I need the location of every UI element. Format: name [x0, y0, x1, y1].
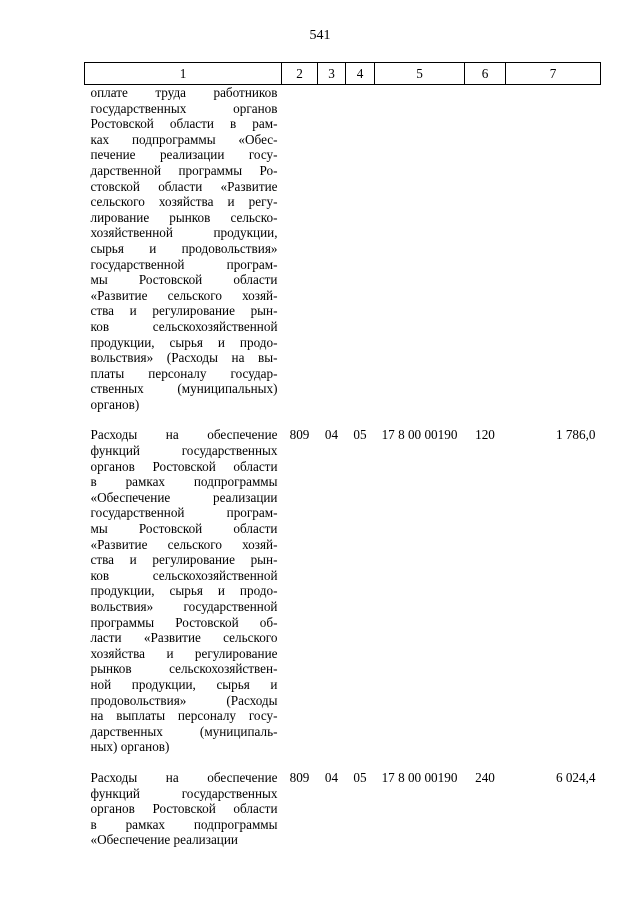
subsection-code: 05: [353, 427, 367, 443]
description-line: вольствия» (Расходы на вы-: [90, 350, 278, 366]
description-line: мы Ростовской области: [90, 521, 278, 537]
description-line: хозяйственной продукции,: [90, 225, 278, 241]
header-cell-5: 5: [375, 63, 465, 85]
description-line: продукции, сырья и продо-: [90, 334, 278, 350]
description-line: органов Ростовской области: [90, 458, 278, 474]
description-line: государственных органов: [90, 100, 278, 116]
row-description: [85, 412, 282, 754]
table-body: [85, 85, 601, 848]
header-row: [85, 63, 601, 85]
ministry-code: [282, 85, 318, 413]
table-row: [85, 755, 601, 848]
description-line: оплате труда работников: [90, 85, 278, 100]
description-line: Ростовской области в рам-: [90, 116, 278, 132]
amount-value: 1 786,0: [555, 427, 596, 443]
section-code: [318, 85, 346, 413]
section-code: 04: [324, 769, 339, 785]
description-line: ства и регулирование рын-: [90, 552, 278, 568]
budget-table: [84, 62, 601, 848]
header-cell-6: 6: [465, 63, 506, 85]
description-line: стовской области «Развитие: [90, 178, 278, 194]
description-line: дарственных (муниципаль-: [90, 723, 278, 739]
description-line: продовольствия» (Расходы: [90, 692, 278, 708]
description-line: сельского хозяйства и регу-: [90, 194, 278, 210]
description-line: хозяйства и регулирование: [90, 645, 278, 661]
description-line: государственной програм-: [90, 505, 278, 521]
expense-type-code: [465, 85, 506, 413]
description-line: ства и регулирование рын-: [90, 303, 278, 319]
description-line: на выплаты персоналу госу-: [90, 708, 278, 724]
ministry-code: 809: [289, 427, 310, 443]
amount-value: [506, 85, 601, 413]
description-line: органов Ростовской области: [90, 801, 278, 817]
description-line: ственных (муниципальных): [90, 381, 278, 397]
description-line: Расходы на обеспечение: [90, 427, 278, 443]
target-article-code: 17 8 00 00190: [381, 769, 458, 785]
description-line: сырья и продовольствия»: [90, 240, 278, 256]
header-cell-3: 3: [318, 63, 346, 85]
target-article-code: 17 8 00 00190: [381, 427, 458, 443]
description-line: функций государственных: [90, 443, 278, 459]
description-line: рынков сельскохозяйствен-: [90, 661, 278, 677]
ministry-code: 809: [289, 769, 310, 785]
row-description: [85, 85, 282, 413]
description-line: платы персоналу государ-: [90, 365, 278, 381]
description-line: ках подпрограммы «Обес-: [90, 131, 278, 147]
description-line: функций государственных: [90, 785, 278, 801]
description-line: Расходы на обеспечение: [90, 769, 278, 785]
description-line: печение реализации госу-: [90, 147, 278, 163]
table-row: [85, 85, 601, 413]
table-row: [85, 412, 601, 754]
description-line: «Обеспечение реализации: [90, 489, 278, 505]
section-code: 04: [324, 427, 339, 443]
page-number: 541: [309, 28, 331, 43]
description-line: лирование рынков сельско-: [90, 209, 278, 225]
description-line: ласти «Развитие сельского: [90, 630, 278, 646]
description-line: «Развитие сельского хозяй-: [90, 287, 278, 303]
description-line: мы Ростовской области: [90, 272, 278, 288]
header-cell-1: 1: [85, 63, 282, 85]
description-line: «Развитие сельского хозяй-: [90, 536, 278, 552]
description-line: продукции, сырья и продо-: [90, 583, 278, 599]
description-line: органов): [90, 396, 140, 412]
description-line: вольствия» государственной: [90, 599, 278, 614]
target-article-code: [375, 85, 465, 413]
subsection-code: 05: [353, 769, 367, 785]
description-line: ной продукции, сырья и: [90, 676, 278, 692]
description-line: ных) органов): [90, 739, 170, 755]
expense-type-code: 240: [475, 769, 495, 785]
description-line: ков сельскохозяйственной: [90, 567, 278, 583]
header-cell-7: 7: [506, 63, 601, 85]
description-line: программы Ростовской об-: [90, 614, 278, 630]
description-line: в рамках подпрограммы: [90, 816, 278, 832]
description-line: дарственной программы Ро-: [90, 162, 278, 178]
description-line: ков сельскохозяйственной: [90, 318, 278, 334]
amount-value: 6 024,4: [555, 769, 596, 785]
header-cell-4: 4: [346, 63, 375, 85]
description-line: в рамках подпрограммы: [90, 474, 278, 490]
expense-type-code: 120: [475, 427, 495, 443]
description-line: государственной програм-: [90, 256, 278, 272]
description-line: «Обеспечение реализации: [90, 832, 238, 848]
subsection-code: [346, 85, 375, 413]
header-cell-2: 2: [282, 63, 318, 85]
row-description: [85, 755, 282, 848]
